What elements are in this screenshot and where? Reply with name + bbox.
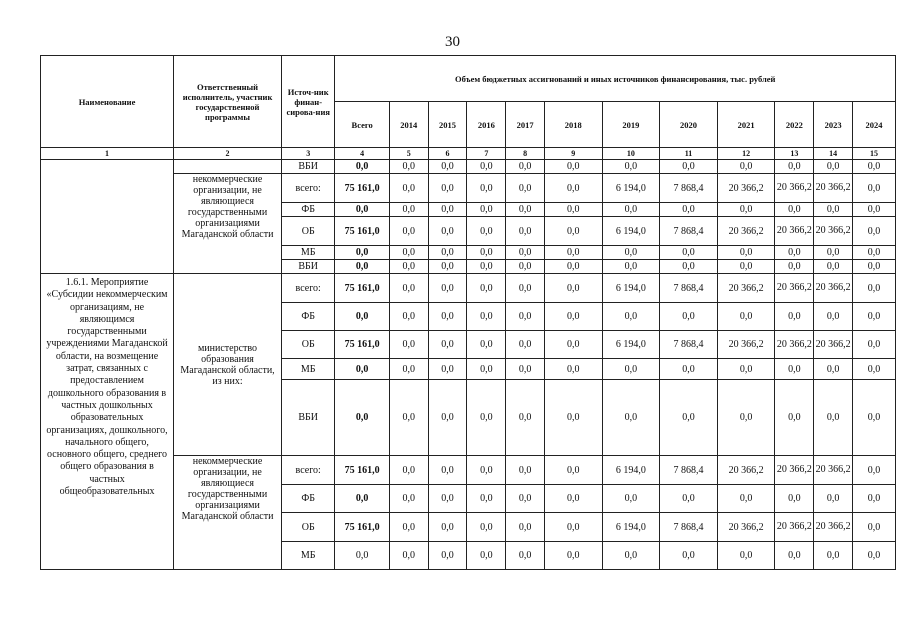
value-cell: 20 366,2 bbox=[775, 513, 814, 542]
value-cell: 0,0 bbox=[602, 303, 660, 331]
value-cell: 0,0 bbox=[428, 303, 467, 331]
budget-table bbox=[40, 55, 896, 570]
value-cell: 0,0 bbox=[602, 359, 660, 380]
value-cell: 0,0 bbox=[602, 160, 660, 174]
value-cell: 0,0 bbox=[814, 380, 853, 456]
value-cell: 0,0 bbox=[389, 260, 428, 274]
value-cell: 0,0 bbox=[602, 485, 660, 513]
value-cell: 0,0 bbox=[544, 456, 602, 485]
col-number: 5 bbox=[389, 148, 428, 160]
value-cell: 20 366,2 bbox=[814, 217, 853, 246]
value-cell: 0,0 bbox=[853, 260, 896, 274]
value-cell: 0,0 bbox=[389, 542, 428, 570]
value-cell: 0,0 bbox=[814, 203, 853, 217]
value-cell: 0,0 bbox=[544, 303, 602, 331]
header-year: 2018 bbox=[544, 102, 602, 148]
value-cell: 0,0 bbox=[428, 174, 467, 203]
executor-cell: некоммерческие организации, не являющиеся государственными организациями Магаданской области bbox=[174, 456, 282, 570]
value-cell: 0,0 bbox=[775, 485, 814, 513]
value-cell: 0,0 bbox=[428, 203, 467, 217]
source-cell: ФБ bbox=[281, 303, 334, 331]
value-cell: 6 194,0 bbox=[602, 331, 660, 359]
value-cell: 0,0 bbox=[389, 274, 428, 303]
value-cell: 0,0 bbox=[335, 542, 389, 570]
header-year: 2024 bbox=[853, 102, 896, 148]
value-cell: 0,0 bbox=[467, 217, 506, 246]
value-cell: 0,0 bbox=[853, 160, 896, 174]
value-cell: 0,0 bbox=[544, 513, 602, 542]
value-cell: 0,0 bbox=[660, 485, 718, 513]
value-cell: 0,0 bbox=[775, 246, 814, 260]
value-cell: 0,0 bbox=[660, 303, 718, 331]
value-cell: 0,0 bbox=[467, 331, 506, 359]
value-cell: 0,0 bbox=[853, 174, 896, 203]
value-cell: 0,0 bbox=[506, 456, 545, 485]
value-cell: 0,0 bbox=[428, 542, 467, 570]
value-cell: 0,0 bbox=[506, 160, 545, 174]
value-cell: 0,0 bbox=[467, 303, 506, 331]
value-cell: 0,0 bbox=[660, 542, 718, 570]
value-cell: 0,0 bbox=[506, 174, 545, 203]
value-cell: 0,0 bbox=[389, 303, 428, 331]
value-cell: 0,0 bbox=[544, 542, 602, 570]
source-cell: МБ bbox=[281, 542, 334, 570]
value-cell: 20 366,2 bbox=[814, 274, 853, 303]
col-number: 6 bbox=[428, 148, 467, 160]
value-cell: 20 366,2 bbox=[814, 331, 853, 359]
value-cell: 0,0 bbox=[717, 380, 775, 456]
header-year: 2016 bbox=[467, 102, 506, 148]
source-cell: МБ bbox=[281, 246, 334, 260]
value-cell: 0,0 bbox=[467, 260, 506, 274]
executor-cell: министерство образования Магаданской области, из них: bbox=[174, 274, 282, 456]
table-row bbox=[41, 274, 896, 303]
header-year: 2021 bbox=[717, 102, 775, 148]
header-volume: Объем бюджетных ассигнований и иных источников финансирования, тыс. рублей bbox=[335, 56, 896, 102]
value-cell: 7 868,4 bbox=[660, 456, 718, 485]
value-cell: 20 366,2 bbox=[717, 456, 775, 485]
value-cell: 0,0 bbox=[814, 246, 853, 260]
value-cell: 0,0 bbox=[544, 485, 602, 513]
value-cell: 0,0 bbox=[506, 380, 545, 456]
value-cell: 75 161,0 bbox=[335, 274, 389, 303]
value-cell: 0,0 bbox=[853, 217, 896, 246]
value-cell: 20 366,2 bbox=[775, 174, 814, 203]
value-cell: 0,0 bbox=[428, 331, 467, 359]
value-cell: 6 194,0 bbox=[602, 513, 660, 542]
col-number: 10 bbox=[602, 148, 660, 160]
source-cell: ФБ bbox=[281, 485, 334, 513]
header-year: Всего bbox=[335, 102, 389, 148]
col-number: 13 bbox=[775, 148, 814, 160]
value-cell: 0,0 bbox=[775, 380, 814, 456]
source-cell: ВБИ bbox=[281, 160, 334, 174]
value-cell: 0,0 bbox=[775, 359, 814, 380]
table-row bbox=[41, 160, 896, 174]
value-cell: 0,0 bbox=[467, 203, 506, 217]
value-cell: 7 868,4 bbox=[660, 217, 718, 246]
value-cell: 0,0 bbox=[467, 246, 506, 260]
value-cell: 20 366,2 bbox=[717, 174, 775, 203]
header-year: 2014 bbox=[389, 102, 428, 148]
value-cell: 0,0 bbox=[389, 513, 428, 542]
value-cell: 20 366,2 bbox=[775, 217, 814, 246]
value-cell: 0,0 bbox=[544, 359, 602, 380]
value-cell: 0,0 bbox=[467, 380, 506, 456]
value-cell: 0,0 bbox=[717, 260, 775, 274]
value-cell: 20 366,2 bbox=[717, 513, 775, 542]
value-cell: 0,0 bbox=[544, 217, 602, 246]
value-cell: 0,0 bbox=[660, 160, 718, 174]
value-cell: 0,0 bbox=[335, 380, 389, 456]
value-cell: 0,0 bbox=[544, 246, 602, 260]
source-cell: ВБИ bbox=[281, 380, 334, 456]
source-cell: МБ bbox=[281, 359, 334, 380]
value-cell: 0,0 bbox=[814, 160, 853, 174]
value-cell: 0,0 bbox=[335, 359, 389, 380]
value-cell: 75 161,0 bbox=[335, 513, 389, 542]
value-cell: 0,0 bbox=[544, 331, 602, 359]
value-cell: 0,0 bbox=[660, 246, 718, 260]
value-cell: 0,0 bbox=[335, 203, 389, 217]
value-cell: 0,0 bbox=[602, 203, 660, 217]
header-year: 2015 bbox=[428, 102, 467, 148]
value-cell: 0,0 bbox=[775, 542, 814, 570]
value-cell: 0,0 bbox=[506, 359, 545, 380]
value-cell: 0,0 bbox=[717, 485, 775, 513]
value-cell: 0,0 bbox=[467, 456, 506, 485]
value-cell: 7 868,4 bbox=[660, 174, 718, 203]
value-cell: 0,0 bbox=[853, 513, 896, 542]
value-cell: 6 194,0 bbox=[602, 217, 660, 246]
value-cell: 0,0 bbox=[602, 260, 660, 274]
col-number: 15 bbox=[853, 148, 896, 160]
value-cell: 0,0 bbox=[389, 160, 428, 174]
name-cell-empty bbox=[41, 160, 174, 274]
value-cell: 0,0 bbox=[335, 303, 389, 331]
value-cell: 0,0 bbox=[428, 260, 467, 274]
value-cell: 0,0 bbox=[660, 359, 718, 380]
col-number: 12 bbox=[717, 148, 775, 160]
value-cell: 0,0 bbox=[544, 174, 602, 203]
executor-cell-empty bbox=[174, 160, 282, 174]
value-cell: 0,0 bbox=[467, 160, 506, 174]
value-cell: 7 868,4 bbox=[660, 331, 718, 359]
value-cell: 0,0 bbox=[428, 217, 467, 246]
value-cell: 75 161,0 bbox=[335, 456, 389, 485]
source-cell: всего: bbox=[281, 274, 334, 303]
value-cell: 0,0 bbox=[717, 359, 775, 380]
value-cell: 0,0 bbox=[389, 485, 428, 513]
value-cell: 0,0 bbox=[389, 456, 428, 485]
value-cell: 0,0 bbox=[544, 380, 602, 456]
value-cell: 0,0 bbox=[467, 542, 506, 570]
value-cell: 0,0 bbox=[467, 359, 506, 380]
value-cell: 0,0 bbox=[544, 274, 602, 303]
value-cell: 0,0 bbox=[660, 203, 718, 217]
value-cell: 20 366,2 bbox=[814, 456, 853, 485]
value-cell: 0,0 bbox=[814, 303, 853, 331]
value-cell: 0,0 bbox=[544, 203, 602, 217]
value-cell: 0,0 bbox=[428, 456, 467, 485]
value-cell: 0,0 bbox=[467, 513, 506, 542]
value-cell: 20 366,2 bbox=[775, 274, 814, 303]
value-cell: 20 366,2 bbox=[775, 456, 814, 485]
value-cell: 0,0 bbox=[853, 542, 896, 570]
value-cell: 0,0 bbox=[467, 174, 506, 203]
col-number: 11 bbox=[660, 148, 718, 160]
value-cell: 0,0 bbox=[717, 303, 775, 331]
value-cell: 0,0 bbox=[602, 246, 660, 260]
value-cell: 0,0 bbox=[814, 485, 853, 513]
value-cell: 20 366,2 bbox=[717, 331, 775, 359]
value-cell: 20 366,2 bbox=[775, 331, 814, 359]
value-cell: 20 366,2 bbox=[814, 174, 853, 203]
value-cell: 75 161,0 bbox=[335, 331, 389, 359]
value-cell: 0,0 bbox=[389, 217, 428, 246]
value-cell: 0,0 bbox=[389, 359, 428, 380]
value-cell: 0,0 bbox=[428, 513, 467, 542]
value-cell: 0,0 bbox=[335, 246, 389, 260]
value-cell: 0,0 bbox=[717, 246, 775, 260]
value-cell: 0,0 bbox=[853, 246, 896, 260]
value-cell: 0,0 bbox=[335, 260, 389, 274]
value-cell: 0,0 bbox=[775, 260, 814, 274]
source-cell: всего: bbox=[281, 456, 334, 485]
col-number: 4 bbox=[335, 148, 389, 160]
value-cell: 0,0 bbox=[853, 331, 896, 359]
col-number: 3 bbox=[281, 148, 334, 160]
value-cell: 0,0 bbox=[428, 160, 467, 174]
header-year: 2020 bbox=[660, 102, 718, 148]
value-cell: 0,0 bbox=[389, 331, 428, 359]
col-number: 9 bbox=[544, 148, 602, 160]
value-cell: 0,0 bbox=[506, 513, 545, 542]
header-year: 2019 bbox=[602, 102, 660, 148]
value-cell: 0,0 bbox=[602, 380, 660, 456]
executor-cell: некоммерческие организации, не являющиеся государственными организациями Магаданской области bbox=[174, 174, 282, 274]
col-number: 14 bbox=[814, 148, 853, 160]
value-cell: 0,0 bbox=[506, 203, 545, 217]
value-cell: 0,0 bbox=[428, 274, 467, 303]
value-cell: 0,0 bbox=[506, 246, 545, 260]
value-cell: 0,0 bbox=[389, 380, 428, 456]
value-cell: 6 194,0 bbox=[602, 456, 660, 485]
value-cell: 0,0 bbox=[506, 331, 545, 359]
value-cell: 75 161,0 bbox=[335, 217, 389, 246]
value-cell: 6 194,0 bbox=[602, 274, 660, 303]
value-cell: 0,0 bbox=[853, 485, 896, 513]
value-cell: 0,0 bbox=[775, 303, 814, 331]
value-cell: 0,0 bbox=[602, 542, 660, 570]
value-cell: 7 868,4 bbox=[660, 513, 718, 542]
value-cell: 0,0 bbox=[853, 359, 896, 380]
value-cell: 0,0 bbox=[717, 160, 775, 174]
value-cell: 0,0 bbox=[853, 274, 896, 303]
column-numbers-row bbox=[41, 148, 896, 160]
value-cell: 0,0 bbox=[717, 542, 775, 570]
header-year: 2022 bbox=[775, 102, 814, 148]
header-executor: Ответственный исполнитель, участник государственной программы bbox=[174, 56, 282, 148]
col-number: 1 bbox=[41, 148, 174, 160]
value-cell: 0,0 bbox=[428, 485, 467, 513]
value-cell: 0,0 bbox=[389, 203, 428, 217]
value-cell: 0,0 bbox=[506, 260, 545, 274]
source-cell: ОБ bbox=[281, 217, 334, 246]
value-cell: 0,0 bbox=[428, 246, 467, 260]
value-cell: 0,0 bbox=[506, 274, 545, 303]
source-cell: ФБ bbox=[281, 203, 334, 217]
value-cell: 0,0 bbox=[389, 174, 428, 203]
col-number: 2 bbox=[174, 148, 282, 160]
value-cell: 0,0 bbox=[853, 303, 896, 331]
value-cell: 0,0 bbox=[428, 380, 467, 456]
header-year: 2023 bbox=[814, 102, 853, 148]
value-cell: 20 366,2 bbox=[717, 274, 775, 303]
value-cell: 0,0 bbox=[814, 542, 853, 570]
header-year: 2017 bbox=[506, 102, 545, 148]
value-cell: 0,0 bbox=[853, 380, 896, 456]
value-cell: 0,0 bbox=[544, 160, 602, 174]
value-cell: 75 161,0 bbox=[335, 174, 389, 203]
page-number: 30 bbox=[445, 34, 460, 50]
value-cell: 0,0 bbox=[506, 217, 545, 246]
value-cell: 20 366,2 bbox=[717, 217, 775, 246]
value-cell: 0,0 bbox=[853, 203, 896, 217]
value-cell: 0,0 bbox=[506, 542, 545, 570]
value-cell: 0,0 bbox=[660, 380, 718, 456]
col-number: 7 bbox=[467, 148, 506, 160]
value-cell: 0,0 bbox=[335, 160, 389, 174]
header-name: Наименование bbox=[41, 56, 174, 148]
value-cell: 0,0 bbox=[467, 485, 506, 513]
value-cell: 0,0 bbox=[717, 203, 775, 217]
value-cell: 0,0 bbox=[335, 485, 389, 513]
value-cell: 7 868,4 bbox=[660, 274, 718, 303]
value-cell: 0,0 bbox=[775, 203, 814, 217]
source-cell: всего: bbox=[281, 174, 334, 203]
col-number: 8 bbox=[506, 148, 545, 160]
value-cell: 0,0 bbox=[428, 359, 467, 380]
value-cell: 0,0 bbox=[853, 456, 896, 485]
value-cell: 0,0 bbox=[506, 303, 545, 331]
value-cell: 0,0 bbox=[775, 160, 814, 174]
value-cell: 0,0 bbox=[467, 274, 506, 303]
value-cell: 0,0 bbox=[389, 246, 428, 260]
value-cell: 0,0 bbox=[544, 260, 602, 274]
value-cell: 0,0 bbox=[814, 359, 853, 380]
value-cell: 0,0 bbox=[814, 260, 853, 274]
source-cell: ОБ bbox=[281, 331, 334, 359]
header-source: Источ-ник финан-сирова-ния bbox=[281, 56, 334, 148]
source-cell: ВБИ bbox=[281, 260, 334, 274]
source-cell: ОБ bbox=[281, 513, 334, 542]
value-cell: 20 366,2 bbox=[814, 513, 853, 542]
measure-name-cell: 1.6.1. Мероприятие «Субсидии некоммерческим организациям, не являющимся государственными учреждениями Магаданской области, на возмещение затрат, связанных с предоставлением дошкольного образования в частных дошкольных образовательных организациях, дошкольного, начального общего, основного общего, среднего общего образования в частных общеобразовательных bbox=[41, 274, 174, 570]
value-cell: 6 194,0 bbox=[602, 174, 660, 203]
value-cell: 0,0 bbox=[660, 260, 718, 274]
value-cell: 0,0 bbox=[506, 485, 545, 513]
